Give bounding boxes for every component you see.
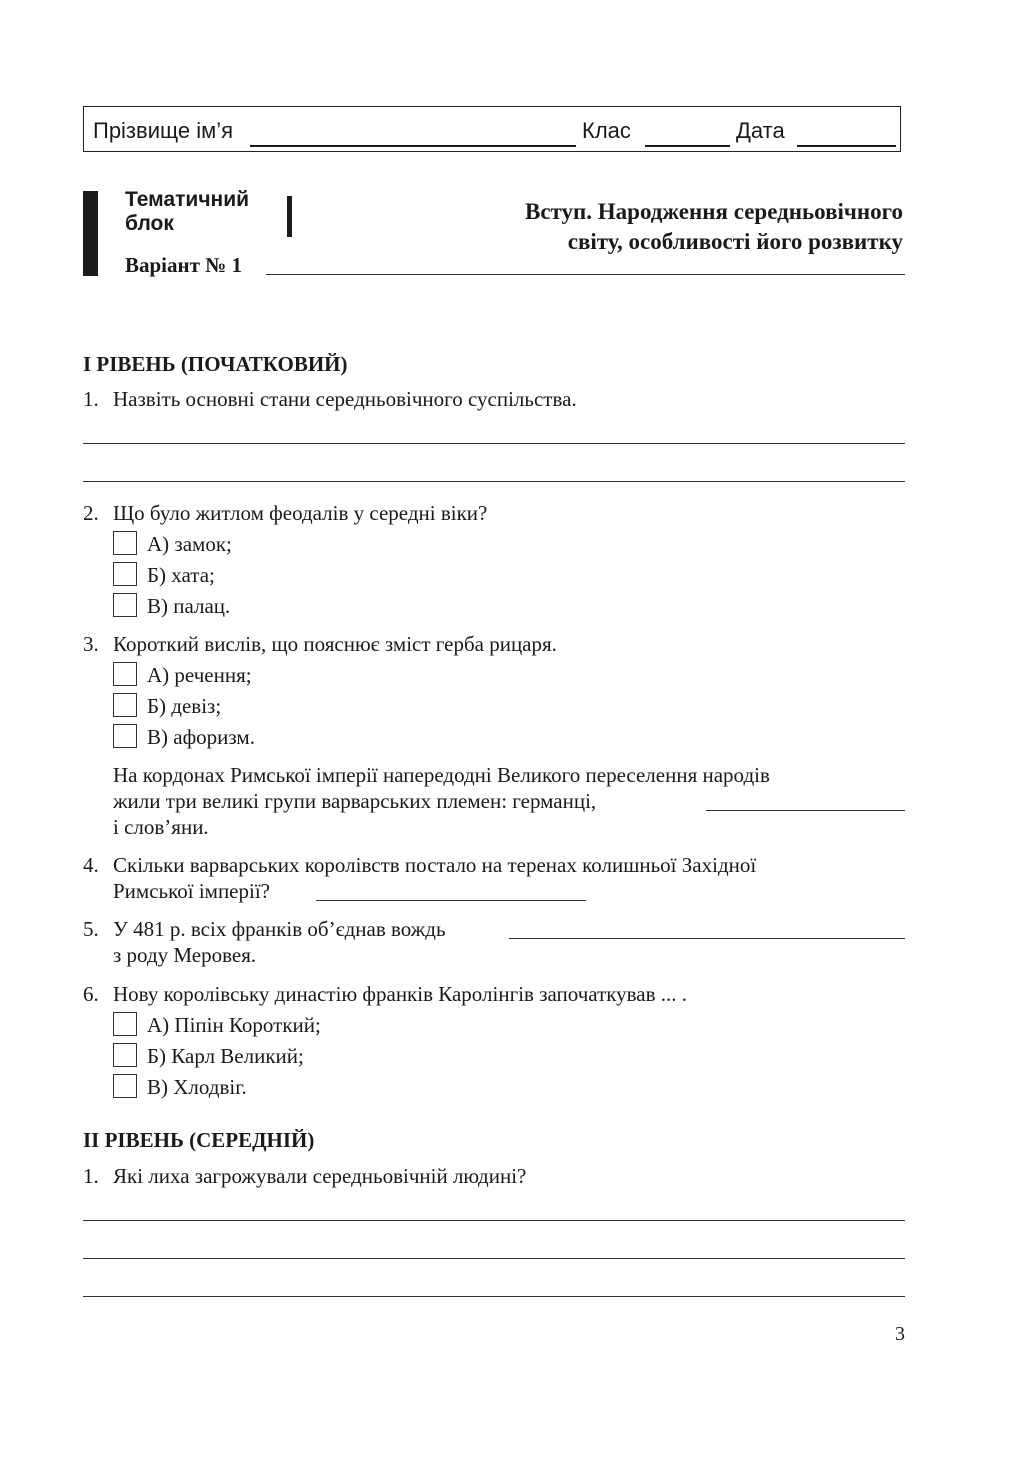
page-number: 3: [895, 1323, 905, 1345]
block-bar: [83, 191, 98, 276]
checkbox[interactable]: [113, 1074, 137, 1098]
level1-title: I РІВЕНЬ (ПОЧАТКОВИЙ): [83, 352, 348, 376]
question-number: 6.: [83, 982, 99, 1006]
question-number: 2.: [83, 501, 99, 525]
fill-paragraph-line3: і слов’яни.: [113, 815, 209, 839]
level2-title: II РІВЕНЬ (СЕРЕДНІЙ): [83, 1128, 315, 1152]
answer-line[interactable]: [83, 1258, 905, 1259]
question-number: 1.: [83, 387, 99, 411]
option-label: В) Хлодвіг.: [147, 1075, 247, 1099]
surname-label: Прізвище ім’я: [93, 118, 234, 143]
question-1-3: [83, 631, 913, 657]
question-text-line2: з роду Меровея.: [113, 943, 257, 967]
fill-paragraph-line2: жили три великі групи варварських племен: германці,: [113, 789, 597, 813]
block-label-line2: блок: [125, 212, 174, 235]
student-info-box: [83, 106, 901, 152]
surname-field[interactable]: [250, 145, 576, 147]
date-label: Дата: [736, 118, 785, 143]
checkbox[interactable]: [113, 562, 137, 586]
question-1-6: [83, 981, 913, 1007]
question-text: Короткий вислів, що пояснює зміст герба рицаря.: [113, 632, 557, 656]
checkbox[interactable]: [113, 724, 137, 748]
question-text: Які лиха загрожували середньовічній людині?: [113, 1164, 527, 1188]
question-text-line1: У 481 р. всіх франків об’єднав вождь: [113, 917, 446, 941]
question-1-2: [83, 500, 913, 526]
question-1-4: [83, 852, 913, 904]
checkbox[interactable]: [113, 662, 137, 686]
fill-paragraph-line1: На кордонах Римської імперії напередодні Великого переселення народів: [113, 763, 770, 787]
variant-line: [266, 274, 905, 275]
question-text: Нову королівську династію франків Каролінгів започаткував ... .: [113, 982, 688, 1006]
option-label: Б) хата;: [147, 563, 215, 587]
answer-line[interactable]: [83, 481, 905, 482]
checkbox[interactable]: [113, 531, 137, 555]
class-label: Клас: [582, 118, 631, 143]
checkbox[interactable]: [113, 1012, 137, 1036]
option-label: Б) Карл Великий;: [147, 1044, 304, 1068]
variant-label: Варіант № 1: [125, 253, 243, 277]
theme-title-line1: Вступ. Народження середньовічного: [524, 199, 903, 224]
q5-answer-blank[interactable]: [509, 938, 905, 939]
class-field[interactable]: [645, 145, 730, 147]
checkbox[interactable]: [113, 693, 137, 717]
question-number: 3.: [83, 632, 99, 656]
question-number: 5.: [83, 917, 99, 941]
question-1-5: [83, 916, 913, 968]
question-text: Що було житлом феодалів у середні віки?: [113, 501, 488, 525]
answer-line[interactable]: [83, 1220, 905, 1221]
option-label: Б) девіз;: [147, 694, 222, 718]
option-label: А) замок;: [147, 532, 232, 556]
answer-line[interactable]: [83, 1296, 905, 1297]
block-separator: [287, 196, 292, 237]
question-text-line1: Скільки варварських королівств постало на теренах колишньої Західної: [113, 853, 757, 877]
question-number: 1.: [83, 1164, 99, 1188]
question-text: Назвіть основні стани середньовічного суспільства.: [113, 387, 577, 411]
q4-answer-blank[interactable]: [316, 900, 586, 901]
question-number: 4.: [83, 853, 99, 877]
block-label-line1: Тематичний: [125, 188, 250, 211]
option-label: А) речення;: [147, 663, 252, 687]
question-text-line2: Римської імперії?: [113, 879, 270, 903]
option-label: В) палац.: [147, 594, 231, 618]
checkbox[interactable]: [113, 593, 137, 617]
question-2-1: [83, 1163, 913, 1189]
checkbox[interactable]: [113, 1043, 137, 1067]
theme-title: [525, 197, 903, 257]
date-field[interactable]: [797, 145, 896, 147]
question-1-1: [83, 386, 913, 412]
fill-blank[interactable]: [706, 810, 905, 811]
option-label: А) Піпін Короткий;: [147, 1013, 321, 1037]
theme-title-line2: світу, особливості його розвитку: [567, 229, 903, 254]
block-label: [125, 188, 249, 236]
option-label: В) афоризм.: [147, 725, 255, 749]
answer-line[interactable]: [83, 443, 905, 444]
